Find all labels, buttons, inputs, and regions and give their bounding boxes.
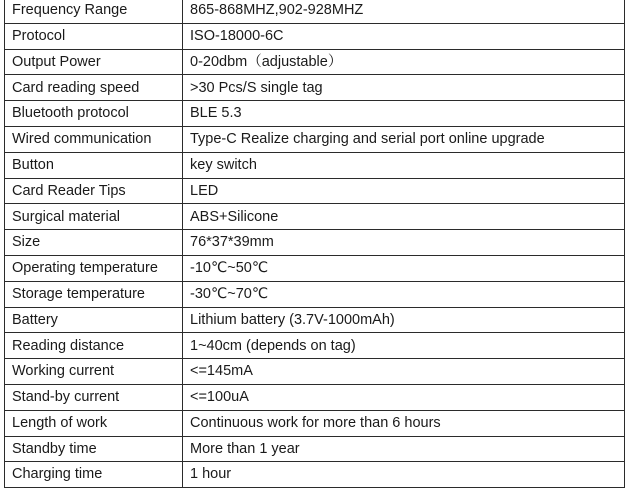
- table-row: [5, 152, 625, 178]
- spec-label: Frequency Range: [5, 0, 183, 23]
- table-row: [5, 384, 625, 410]
- spec-label: Battery: [5, 307, 183, 333]
- spec-label: Storage temperature: [5, 281, 183, 307]
- spec-label: Stand-by current: [5, 384, 183, 410]
- table-row: [5, 230, 625, 256]
- spec-value: More than 1 year: [183, 436, 625, 462]
- table-row: [5, 0, 625, 23]
- spec-table-body: [5, 0, 625, 488]
- spec-label: Length of work: [5, 410, 183, 436]
- spec-label: Operating temperature: [5, 255, 183, 281]
- table-row: [5, 462, 625, 488]
- spec-label: Working current: [5, 359, 183, 385]
- table-row: [5, 178, 625, 204]
- table-row: [5, 359, 625, 385]
- table-row: [5, 307, 625, 333]
- spec-value: -30℃~70℃: [183, 281, 625, 307]
- spec-value: >30 Pcs/S single tag: [183, 75, 625, 101]
- spec-label: Charging time: [5, 462, 183, 488]
- spec-value: Type-C Realize charging and serial port online upgrade: [183, 126, 625, 152]
- spec-value: 76*37*39mm: [183, 230, 625, 256]
- spec-value: -10℃~50℃: [183, 255, 625, 281]
- spec-label: Button: [5, 152, 183, 178]
- spec-value: key switch: [183, 152, 625, 178]
- spec-label: Output Power: [5, 49, 183, 75]
- spec-label: Card Reader Tips: [5, 178, 183, 204]
- spec-value: LED: [183, 178, 625, 204]
- table-row: [5, 410, 625, 436]
- table-row: [5, 333, 625, 359]
- spec-label: Bluetooth protocol: [5, 101, 183, 127]
- table-row: [5, 204, 625, 230]
- spec-value: <=145mA: [183, 359, 625, 385]
- spec-value: 1~40cm (depends on tag): [183, 333, 625, 359]
- table-row: [5, 436, 625, 462]
- spec-value: BLE 5.3: [183, 101, 625, 127]
- spec-value: Lithium battery (3.7V-1000mAh): [183, 307, 625, 333]
- spec-label: Card reading speed: [5, 75, 183, 101]
- spec-label: Reading distance: [5, 333, 183, 359]
- spec-label: Size: [5, 230, 183, 256]
- spec-label: Standby time: [5, 436, 183, 462]
- spec-table: [4, 0, 625, 488]
- table-row: [5, 49, 625, 75]
- table-row: [5, 281, 625, 307]
- spec-value: Continuous work for more than 6 hours: [183, 410, 625, 436]
- spec-label: Protocol: [5, 23, 183, 49]
- spec-value: 865-868MHZ,902-928MHZ: [183, 0, 625, 23]
- table-row: [5, 23, 625, 49]
- table-row: [5, 255, 625, 281]
- spec-value: <=100uA: [183, 384, 625, 410]
- spec-value: 0-20dbm（adjustable）: [183, 49, 625, 75]
- table-row: [5, 126, 625, 152]
- spec-value: ISO-18000-6C: [183, 23, 625, 49]
- spec-label: Wired communication: [5, 126, 183, 152]
- spec-value: 1 hour: [183, 462, 625, 488]
- spec-value: ABS+Silicone: [183, 204, 625, 230]
- table-row: [5, 75, 625, 101]
- table-row: [5, 101, 625, 127]
- spec-label: Surgical material: [5, 204, 183, 230]
